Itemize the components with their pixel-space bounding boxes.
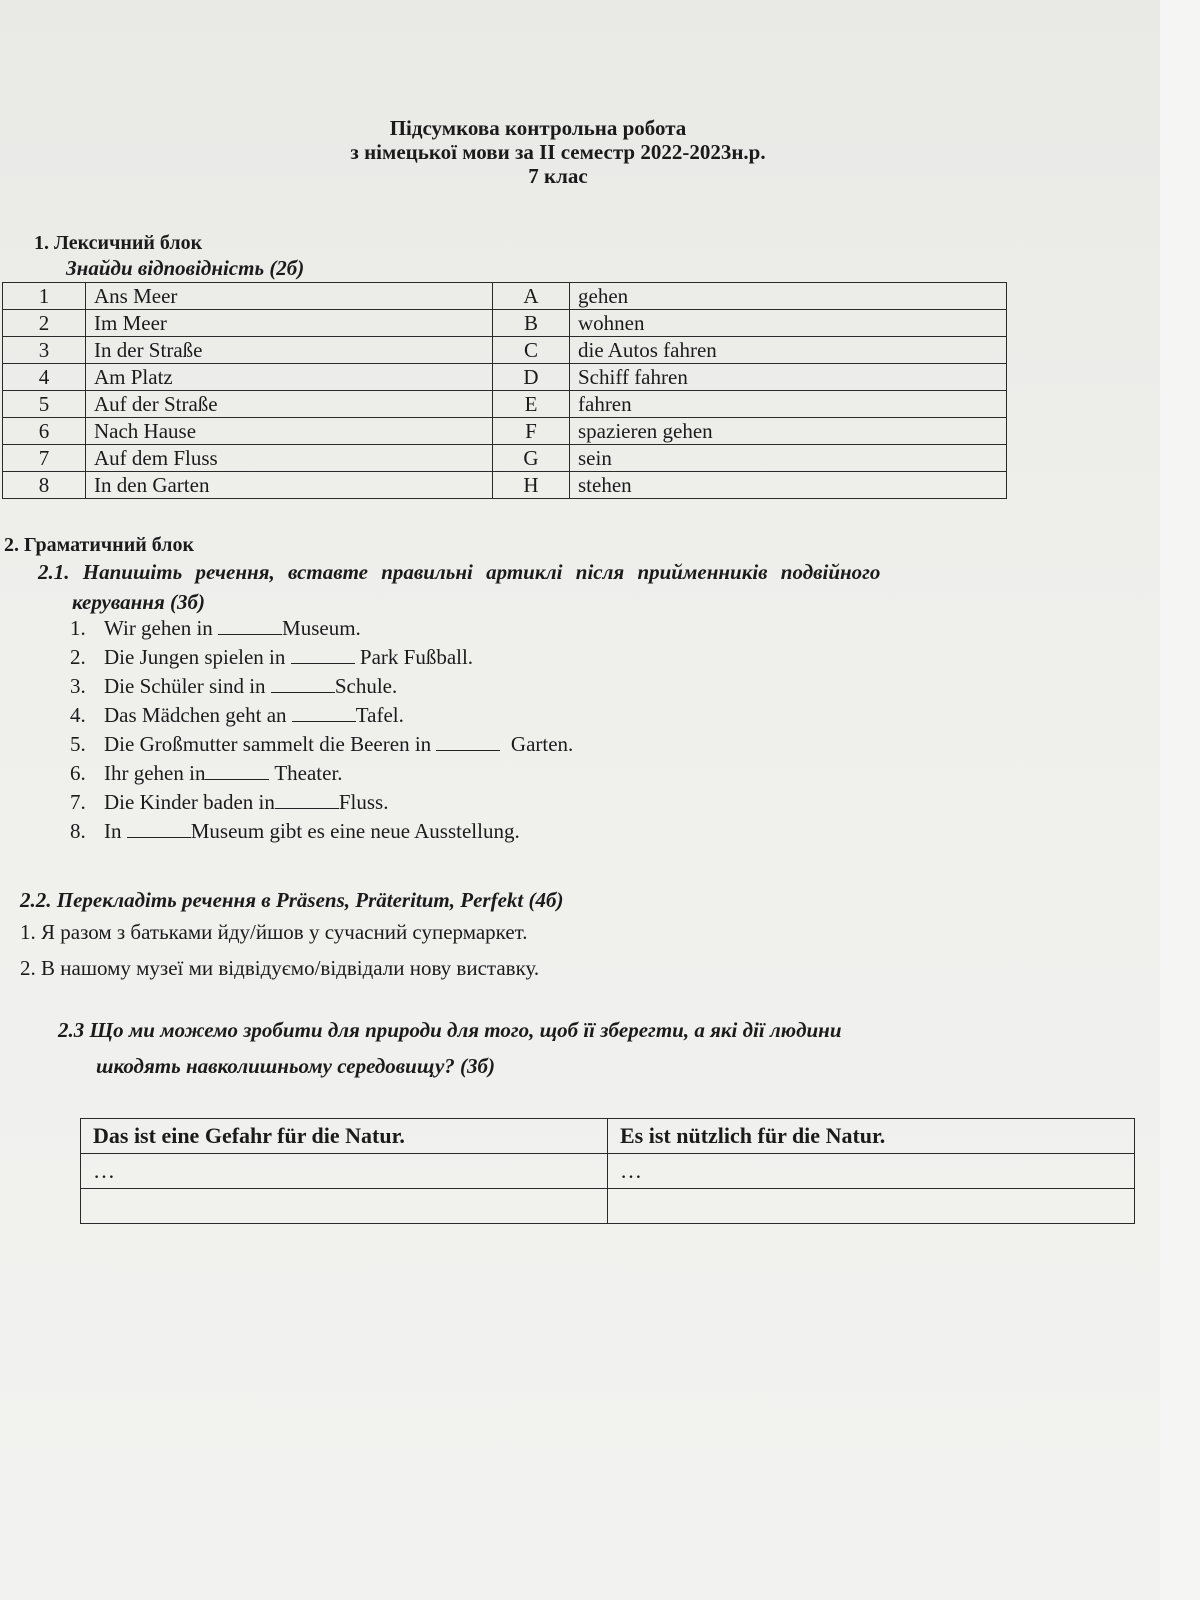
matching-verb: stehen (570, 472, 1007, 499)
sentence-before-blank: Ihr gehen in (104, 761, 206, 785)
matching-number: 2 (3, 310, 86, 337)
page-right-edge (1159, 0, 1200, 1600)
sentence-number: 8. (70, 819, 86, 843)
matching-letter: E (493, 391, 570, 418)
sentence-before-blank: Das Mädchen geht an (104, 703, 292, 727)
lexical-task: Знайди відповідність (2б) (66, 256, 305, 280)
translation-2: 2. В нашому музеї ми відвідуємо/відвідали нову виставку. (20, 956, 540, 980)
sentence-after-blank: Schule. (334, 674, 398, 698)
matching-number: 5 (3, 391, 86, 418)
answer-blank[interactable] (436, 732, 500, 751)
answer-blank[interactable] (205, 761, 269, 780)
sentence-before-blank: In (104, 819, 127, 843)
title-line-3: 7 клас (528, 164, 588, 188)
matching-phrase: In der Straße (86, 337, 493, 364)
title-line-1: Підсумкова контрольна робота (389, 116, 687, 140)
sentence-before-blank: Die Jungen spielen in (104, 645, 291, 669)
grammar-task-1-line-2: керування (3б) (72, 590, 205, 614)
sentence-after-blank: Tafel. (355, 703, 404, 727)
translation-1: 1. Я разом з батьками йду/йшов у сучасний супермаркет. (20, 920, 528, 944)
sentence-item (70, 674, 573, 703)
nature-table (80, 1118, 1135, 1224)
sentence-before-blank: Die Großmutter sammelt die Beeren in (104, 732, 437, 756)
answer-blank[interactable] (218, 616, 282, 635)
matching-number: 6 (3, 418, 86, 445)
matching-letter: F (493, 418, 570, 445)
sentence-item (70, 819, 573, 848)
matching-number: 4 (3, 364, 86, 391)
nature-cell-danger-2[interactable] (81, 1189, 608, 1224)
matching-number: 7 (3, 445, 86, 472)
matching-verb: Schiff fahren (570, 364, 1007, 391)
sentence-after-blank: Museum gibt es eine neue Ausstellung. (190, 819, 520, 843)
matching-phrase: Auf der Straße (86, 391, 493, 418)
sentence-item (70, 790, 573, 819)
matching-verb: fahren (570, 391, 1007, 418)
grammar-task-3-line-2: шкодять навколишньому середовищу? (3б) (96, 1054, 496, 1078)
nature-header-useful: Es ist nützlich für die Natur. (608, 1119, 1135, 1154)
sentence-after-blank: Garten. (500, 732, 574, 756)
nature-table-header-row (81, 1119, 1135, 1154)
matching-verb: gehen (570, 283, 1007, 310)
grammar-task-1-line-1: 2.1. Напишіть речення, вставте правильні артиклі після прийменників подвійного (38, 560, 881, 584)
matching-letter: H (493, 472, 570, 499)
answer-blank[interactable] (271, 674, 335, 693)
sentence-list (70, 616, 573, 848)
nature-cell-useful-2[interactable] (608, 1189, 1135, 1224)
grammar-heading: 2. Граматичний блок (4, 534, 194, 556)
sentence-after-blank: Theater. (269, 761, 343, 785)
matching-table (2, 282, 1007, 499)
nature-cell-danger-1[interactable]: … (81, 1154, 608, 1189)
sentence-item (70, 645, 573, 674)
sentence-after-blank: Museum. (282, 616, 361, 640)
sentence-before-blank: Die Kinder baden in (104, 790, 275, 814)
sentence-item (70, 703, 573, 732)
nature-table-row (81, 1189, 1135, 1224)
matching-row (3, 283, 1007, 310)
matching-phrase: Ans Meer (86, 283, 493, 310)
matching-phrase: Nach Hause (86, 418, 493, 445)
answer-blank[interactable] (292, 703, 356, 722)
matching-number: 3 (3, 337, 86, 364)
nature-cell-useful-1[interactable]: … (608, 1154, 1135, 1189)
sentence-item (70, 732, 573, 761)
sentence-number: 6. (70, 761, 86, 785)
matching-letter: G (493, 445, 570, 472)
matching-row (3, 418, 1007, 445)
matching-letter: B (493, 310, 570, 337)
grammar-task-3-line-1: 2.3 Що ми можемо зробити для природи для того, щоб її зберегти, а які дії людини (58, 1018, 842, 1042)
matching-phrase: Im Meer (86, 310, 493, 337)
matching-row (3, 310, 1007, 337)
matching-verb: spazieren gehen (570, 418, 1007, 445)
nature-table-row (81, 1154, 1135, 1189)
matching-row (3, 337, 1007, 364)
sentence-number: 4. (70, 703, 86, 727)
matching-phrase: Am Platz (86, 364, 493, 391)
matching-row (3, 472, 1007, 499)
matching-row (3, 364, 1007, 391)
title-line-2: з німецької мови за II семестр 2022-2023н.р. (350, 140, 766, 164)
matching-number: 8 (3, 472, 86, 499)
sentence-after-blank: Fluss. (338, 790, 389, 814)
sentence-item (70, 616, 573, 645)
sentence-number: 1. (70, 616, 86, 640)
matching-number: 1 (3, 283, 86, 310)
sentence-number: 5. (70, 732, 86, 756)
lexical-heading: 1. Лексичний блок (34, 232, 203, 254)
matching-verb: die Autos fahren (570, 337, 1007, 364)
sentence-number: 3. (70, 674, 86, 698)
matching-phrase: Auf dem Fluss (86, 445, 493, 472)
nature-header-danger: Das ist eine Gefahr für die Natur. (81, 1119, 608, 1154)
sentence-after-blank: Park Fußball. (354, 645, 474, 669)
matching-row (3, 445, 1007, 472)
matching-verb: wohnen (570, 310, 1007, 337)
sentence-item (70, 761, 573, 790)
matching-verb: sein (570, 445, 1007, 472)
matching-letter: C (493, 337, 570, 364)
matching-letter: A (493, 283, 570, 310)
sentence-number: 7. (70, 790, 86, 814)
answer-blank[interactable] (291, 645, 355, 664)
matching-row (3, 391, 1007, 418)
sentence-before-blank: Die Schüler sind in (104, 674, 271, 698)
answer-blank[interactable] (275, 790, 339, 809)
matching-phrase: In den Garten (86, 472, 493, 499)
matching-letter: D (493, 364, 570, 391)
answer-blank[interactable] (127, 819, 191, 838)
sentence-before-blank: Wir gehen in (104, 616, 219, 640)
sentence-number: 2. (70, 645, 86, 669)
grammar-task-2: 2.2. Перекладіть речення в Präsens, Präteritum, Perfekt (4б) (20, 888, 564, 912)
